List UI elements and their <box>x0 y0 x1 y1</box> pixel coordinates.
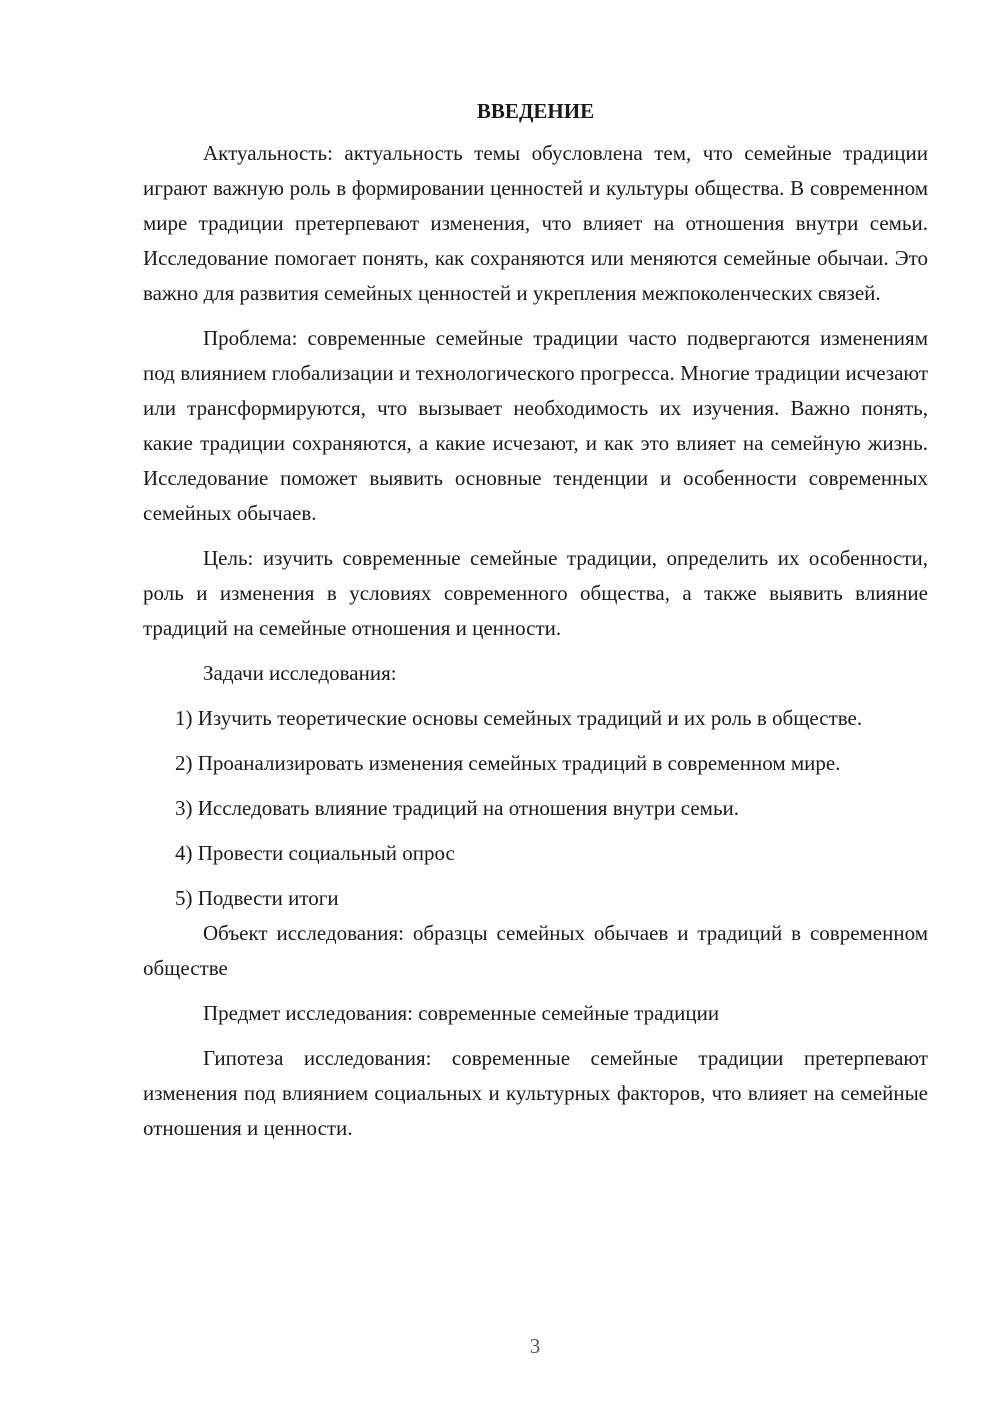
hypothesis-paragraph: Гипотеза исследования: современные семейные традиции претерпевают изменения под влиянием социальных и культурных факторов, что влияет на семейные отношения и ценности. <box>143 1046 928 1140</box>
subject-paragraph: Предмет исследования: современные семейные традиции <box>203 1001 720 1025</box>
page-number: 3 <box>529 1334 541 1358</box>
relevance-paragraph: Актуальность: актуальность темы обусловлена тем, что семейные традиции играют важную роль в формировании ценностей и культуры общества. В современном мире традиции претерпевают изменения, что влияет на отношения внутри семьи. Исследование помогает понять, как сохраняются или меняются семейные обычаи. Это важно для развития семейных ценностей и укрепления межпоколенческих связей. <box>143 141 928 305</box>
document-page <box>143 96 928 1146</box>
task-item-4: 4) Провести социальный опрос <box>175 841 455 865</box>
page-title: ВВЕДЕНИЕ <box>476 99 595 123</box>
task-item-1: 1) Изучить теоретические основы семейных традиций и их роль в обществе. <box>175 706 863 730</box>
problem-paragraph: Проблема: современные семейные традиции часто подвергаются изменениям под влиянием глобализации и технологического прогресса. Многие традиции исчезают или трансформируются, что вызывает необходимость их изучения. Важно понять, какие традиции сохраняются, а какие исчезают, и как это влияет на семейную жизнь. Исследование поможет выявить основные тенденции и особенности современных семейных обычаев. <box>143 326 928 525</box>
goal-paragraph: Цель: изучить современные семейные традиции, определить их особенности, роль и изменения в условиях современного общества, а также выявить влияние традиций на семейные отношения и ценности. <box>143 546 928 640</box>
object-paragraph: Объект исследования: образцы семейных обычаев и традиций в современном обществе <box>143 921 928 980</box>
tasks-heading: Задачи исследования: <box>203 661 397 685</box>
task-item-5: 5) Подвести итоги <box>175 886 339 910</box>
task-item-3: 3) Исследовать влияние традиций на отношения внутри семьи. <box>175 796 740 820</box>
task-item-2: 2) Проанализировать изменения семейных традиций в современном мире. <box>175 751 841 775</box>
